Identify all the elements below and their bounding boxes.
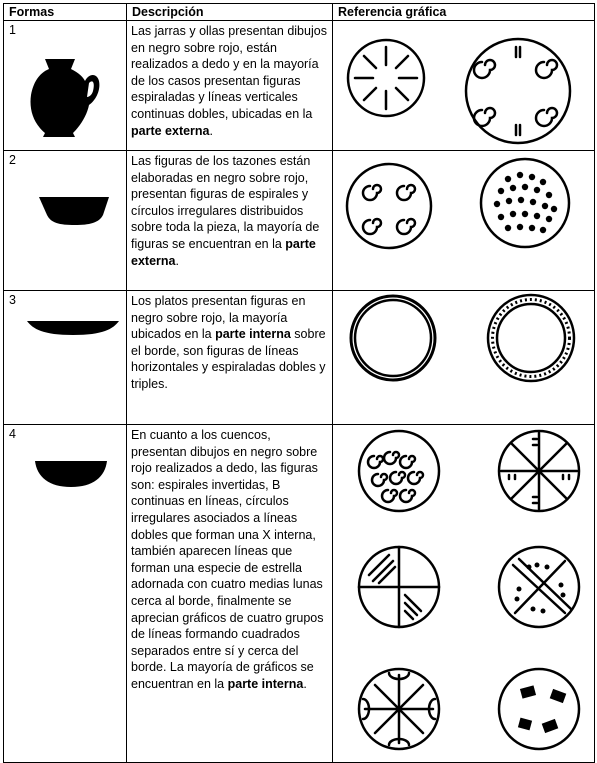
- header-formas: Formas: [4, 4, 127, 21]
- row-number: 1: [9, 23, 16, 37]
- referencia-cell: [333, 21, 595, 151]
- table-row: [4, 291, 595, 425]
- header-row: [4, 4, 595, 21]
- bowl-silhouette-icon: [9, 189, 119, 249]
- description-end: .: [175, 253, 179, 268]
- description-end: .: [209, 123, 213, 138]
- row-number: 2: [9, 153, 16, 167]
- row-number: 3: [9, 293, 16, 307]
- description-text: Las jarras y ollas presentan dibujos en negro sobre rojo, están realizados a dedo y en la mayoría de los casos presentan figuras espiraladas y líneas verticales continuas dobles, ubicadas en la: [131, 24, 327, 121]
- forma-cell: [4, 425, 127, 763]
- pottery-design-border-icon: [333, 291, 595, 421]
- description-end: .: [303, 676, 307, 691]
- pottery-design-lines-icon: [333, 21, 595, 149]
- forma-cell: [4, 291, 127, 425]
- descripcion-cell: [127, 425, 333, 763]
- referencia-cell: [333, 425, 595, 763]
- forma-cell: [4, 21, 127, 151]
- description-text: En cuanto a los cuencos, presentan dibujos en negro sobre rojo realizados a dedo, las figuras son: espirales invertidas, B continuas en líneas, círculos irregulares asociados a líneas dobles que forman una X interna, también aparecen líneas que forman una especie de estrella adornada con cuatro medias lunas cerca al borde, finalmente se aprecian gráficos de cuatro grupos de líneas formando cuadrados separados entre sí y cerca del borde. La mayoría de gráficos se encuentran en la: [131, 428, 324, 691]
- referencia-cell: [333, 291, 595, 425]
- header-descripcion: Descripción: [127, 4, 333, 21]
- pottery-design-spirals-icon: [333, 151, 595, 289]
- description-bold: parte interna: [227, 676, 304, 691]
- jug-silhouette-icon: [9, 51, 119, 141]
- description-bold: parte externa: [131, 236, 316, 268]
- row-number: 4: [9, 427, 16, 441]
- description-end: sobre el borde, son figuras de líneas horizontales y espiraladas dobles y triples.: [131, 327, 326, 391]
- referencia-cell: [333, 151, 595, 291]
- plate-silhouette-icon: [9, 315, 119, 355]
- descripcion-cell: [127, 151, 333, 291]
- cuenco-silhouette-icon: [9, 455, 119, 505]
- description-bold: parte externa: [131, 123, 210, 138]
- description-text: Los platos presentan figuras en negro sobre rojo, la mayoría ubicados en la: [131, 294, 306, 342]
- description-bold: parte interna: [215, 327, 291, 342]
- descripcion-cell: [127, 21, 333, 151]
- pottery-design-interior-icon: [333, 425, 595, 761]
- table-row: [4, 151, 595, 291]
- ceramics-table: [3, 3, 595, 763]
- description-text: Las figuras de los tazones están elaboradas en negro sobre rojo, presentan figuras de espirales y círculos irregulares distribuidos sobre toda la pieza, la mayoría de figuras se encuentran en la: [131, 154, 320, 251]
- table-row: [4, 21, 595, 151]
- header-referencia: Referencia gráfica: [333, 4, 595, 21]
- table-row: [4, 425, 595, 763]
- forma-cell: [4, 151, 127, 291]
- descripcion-cell: [127, 291, 333, 425]
